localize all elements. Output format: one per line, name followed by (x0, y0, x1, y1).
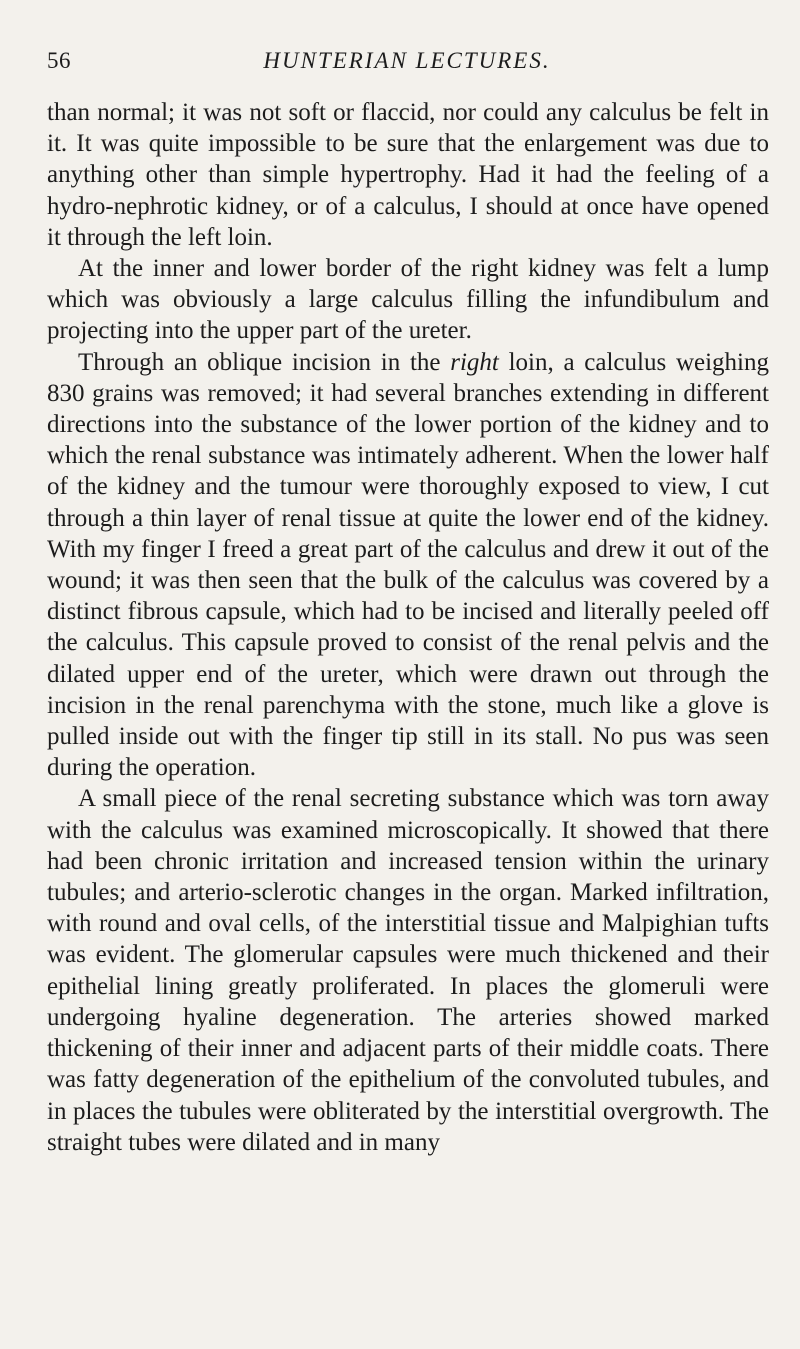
paragraph-2: At the inner and lower border of the right kidney was felt a lump which was obviously a large calculus filling the infundibulum and projecting into the upper part of the ureter. (47, 255, 769, 345)
paragraph-3 (47, 347, 769, 784)
paragraph-3-rest: loin, a calculus weighing 830 grains was removed; it had several branches extending in different directions into the substance of the lower portion of the kidney and to which the renal substance was intimately adherent. When the lower half of the kidney and the tumour were thoroughly exposed to view, I cut through a thin layer of renal tissue at quite the lower end of the kidney. With my finger I freed a great part of the calculus and drew it out of the wound; it was then seen that the bulk of the calculus was covered by a distinct fibrous capsule, which had to be incised and literally peeled off the calculus. This capsule proved to consist of the renal pelvis and the dilated upper end of the ureter, which were drawn out through the incision in the renal parenchyma with the stone, much like a glove is pulled inside out with the finger tip still in its stall. No pus was seen during the operation. (47, 348, 769, 782)
paragraph-4: A small piece of the renal secreting substance which was torn away with the calculus was examined microscopically. It showed that there had been chronic irritation and increased tension within the urinary tubules; and arterio-sclerotic changes in the organ. Marked infiltration, with round and oval cells, of the interstitial tissue and Malpighian tufts was evident. The glomerular capsules were much thickened and their epithelial lining greatly proliferated. In places the glomeruli were undergoing hyaline degeneration. The arteries showed marked thickening of their inner and adjacent parts of their middle coats. There was fatty degeneration of the epithelium of the convoluted tubules, and in places the tubules were obliterated by the interstitial overgrowth. The straight tubes were dilated and in many (47, 785, 769, 1156)
paragraph-3-start: Through an oblique incision in the (78, 348, 451, 376)
emphasis-right: right (450, 348, 499, 376)
page-header (47, 48, 767, 80)
paragraph-1: than normal; it was not soft or flaccid, nor could any calculus be felt in it. It was quite impossible to be sure that the enlargement was due to anything other than simple hypertrophy. Had it had the feeling of a hydro-nephrotic kidney, or of a calculus, I should at once have opened it through the left loin. (47, 99, 769, 251)
body-text (47, 97, 769, 1158)
page-number: 56 (47, 48, 71, 73)
running-head: HUNTERIAN LECTURES. (263, 48, 551, 73)
